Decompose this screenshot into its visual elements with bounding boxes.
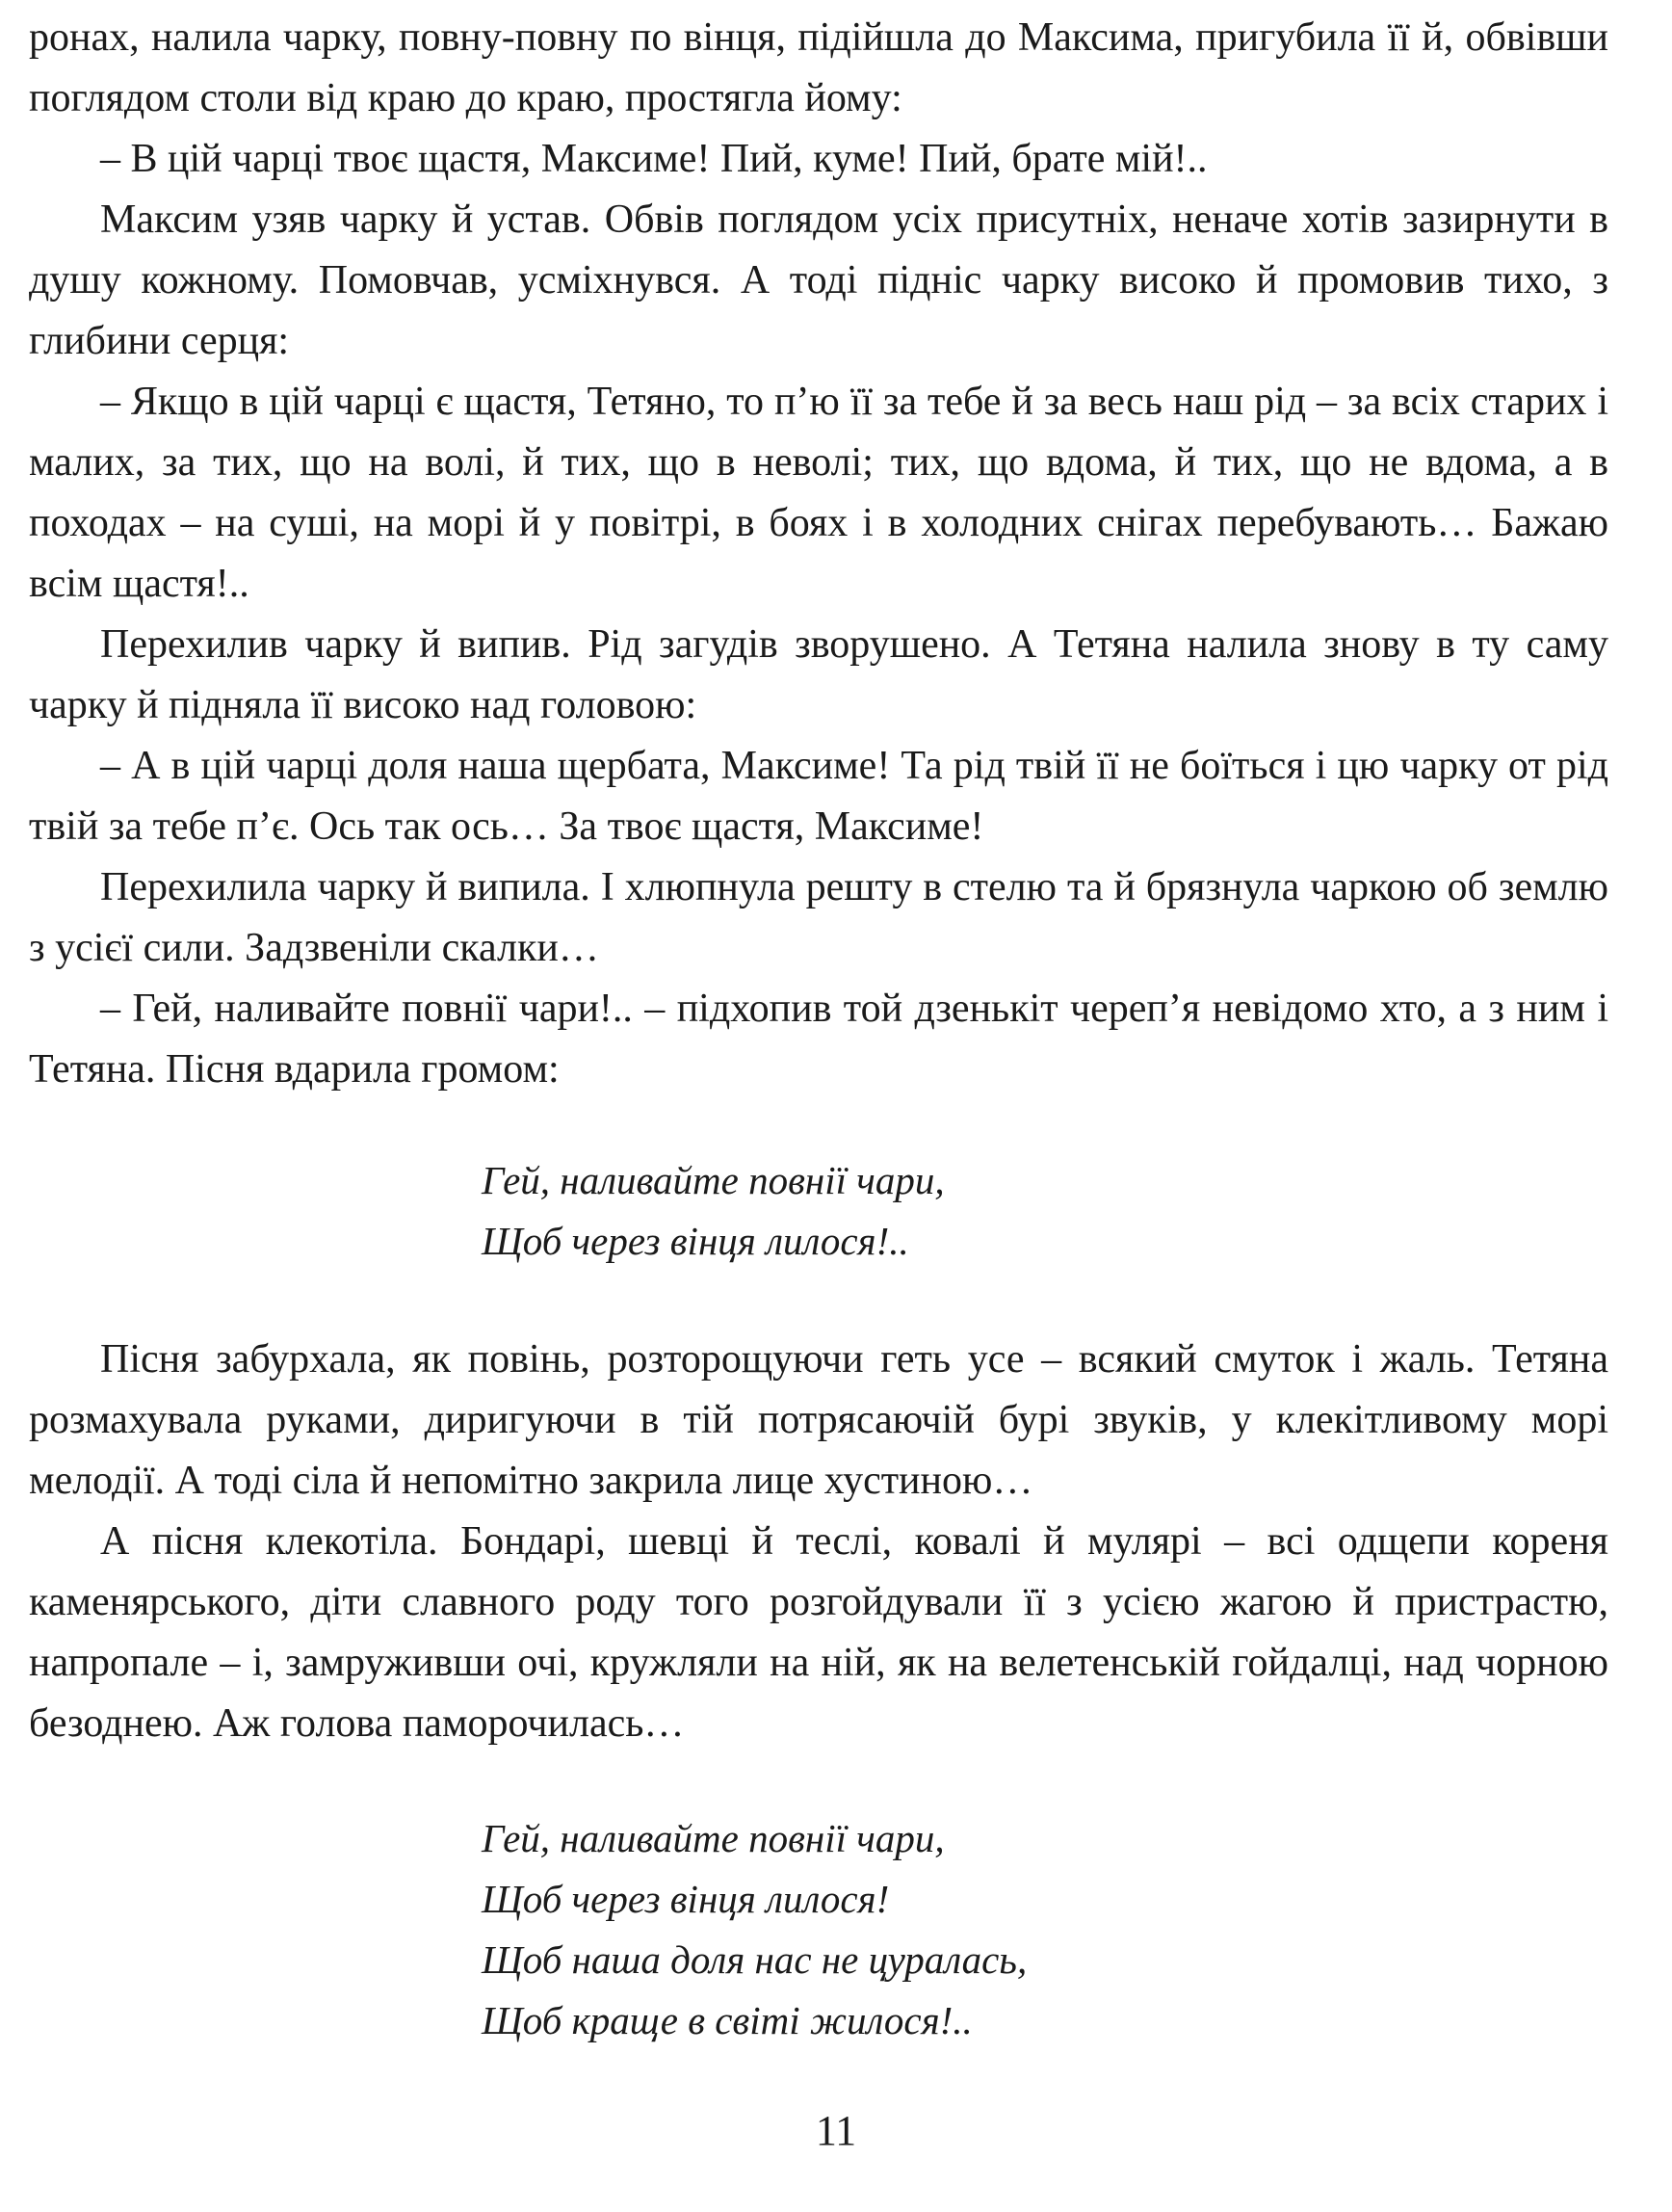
paragraph: Максим узяв чарку й устав. Обвів поглядом усіх присутніх, неначе хотів зазирнути в душу кожному. Помовчав, усміхнувся. А тоді підніс чарку високо й промовив тихо, з глибини серця: <box>29 198 1608 363</box>
paragraph: – Якщо в цій чарці є щастя, Тетяно, то п’ю її за тебе й за весь наш рід – за всіх старих і малих, за тих, що на волі, й тих, що в неволі; тих, що вдома, й тих, що не вдома, а в походах – на суші, на морі й у повітрі, в боях і в холодних снігах перебувають… Бажаю всім щастя!.. <box>29 380 1608 606</box>
paragraph: – В цій чарці твоє щастя, Максиме! Пий, куме! Пий, брате мій!.. <box>100 137 1208 181</box>
verse-line: Щоб через вінця лилося!.. <box>482 1219 909 1263</box>
verse-line: Гей, наливайте повнії чари, <box>482 1816 945 1860</box>
paragraph: – А в цій чарці доля наша щербата, Максиме! Та рід твій її не боїться і цю чарку от рід твій за тебе п’є. Ось так ось… За твоє щастя, Максиме! <box>29 744 1608 849</box>
verse-line: Щоб наша доля нас не цуралась, <box>482 1937 1028 1982</box>
verse-line: Щоб через вінця лилося! <box>482 1877 890 1921</box>
paragraph: ронах, налила чарку, повну-повну по вінця, підійшла до Максима, пригубила її й, обвівши поглядом столи від краю до краю, простягла йому: <box>29 15 1608 120</box>
song-verse-second <box>482 1808 1027 2051</box>
paragraph: Перехилив чарку й випив. Рід загудів зворушено. А Тетяна налила знову в ту саму чарку й підняла її високо над головою: <box>29 622 1608 727</box>
prose-block-top <box>29 8 1608 1100</box>
song-verse-first <box>482 1150 945 1272</box>
paragraph: Пісня забурхала, як повінь, розторощуючи геть усе – всякий смуток і жаль. Тетяна розмахувала руками, диригуючи в тій потрясаючій бурі звуків, у клекітливому морі мелодії. А тоді сіла й непомітно закрила лице хустиною… <box>29 1337 1608 1503</box>
page-number: 11 <box>815 2107 857 2154</box>
paragraph: А пісня клекотіла. Бондарі, шевці й теслі, ковалі й мулярі – всі одщепи кореня каменярського, діти славного роду того розгойдували її з усією жагою й пристрастю, напропале – і, замруживши очі, кружляли на ній, як на велетенській гойдалці, над чорною безоднею. Аж голова паморочилась… <box>29 1519 1608 1746</box>
paragraph: Перехилила чарку й випила. І хлюпнула решту в стелю та й брязнула чаркою об землю з усієї сили. Задзвеніли скалки… <box>29 865 1608 970</box>
verse-line: Щоб краще в світі жилося!.. <box>482 1998 973 2042</box>
verse-line: Гей, наливайте повнії чари, <box>482 1158 945 1202</box>
prose-block-bottom <box>29 1330 1608 1754</box>
paragraph: – Гей, наливайте повнії чари!.. – підхопив той дзенькіт череп’я невідомо хто, а з ним і Тетяна. Пісня вдарила громом: <box>29 987 1608 1092</box>
